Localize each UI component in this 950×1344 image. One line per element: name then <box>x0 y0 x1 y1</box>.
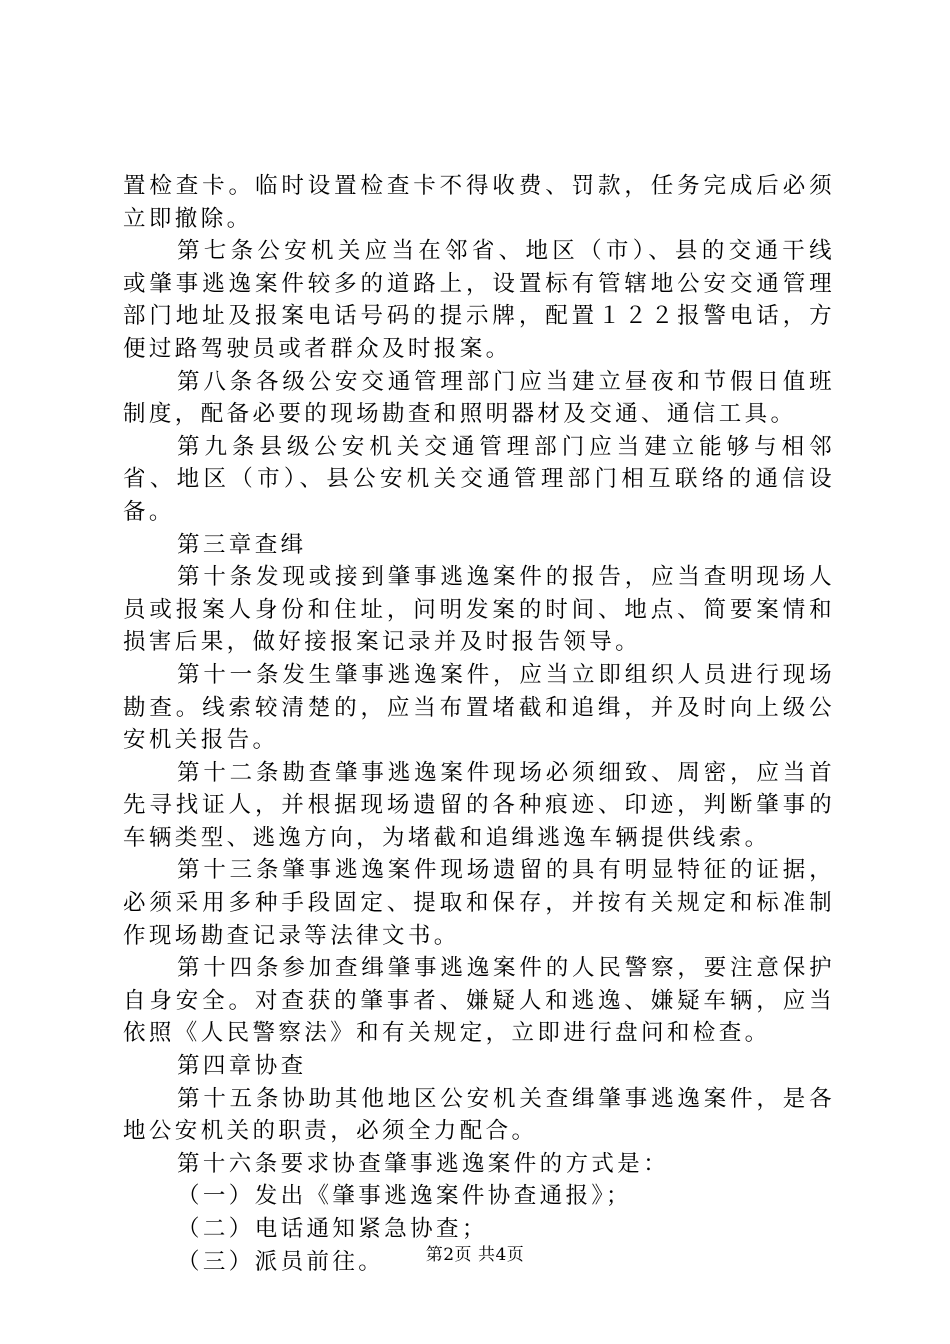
paragraph: 第十二条勘查肇事逃逸案件现场必须细致、周密，应当首先寻找证人，并根据现场遗留的各种痕迹、印迹，判断肇事的车辆类型、逃逸方向，为堵截和追缉逃逸车辆提供线索。 <box>123 759 835 851</box>
paragraph: 第七条公安机关应当在邻省、地区（市）、县的交通干线或肇事逃逸案件较多的道路上，设置标有管辖地公安交通管理部门地址及报案电话号码的提示牌，配置１２２报警电话，方便过路驾驶员或者群众及时报案。 <box>123 238 835 362</box>
page-footer: 第2页 共4页 <box>425 1245 525 1265</box>
paragraph: 第十六条要求协查肇事逃逸案件的方式是： <box>177 1150 670 1177</box>
paragraph: （二）电话通知紧急协查； <box>177 1216 488 1242</box>
paragraph: （一）发出《肇事逃逸案件协查通报》； <box>177 1183 632 1210</box>
paragraph: 第十三条肇事逃逸案件现场遗留的具有明显特征的证据，必须采用多种手段固定、提取和保存，并按有关规定和标准制作现场勘查记录等法律文书。 <box>123 857 835 949</box>
paragraph: 第十条发现或接到肇事逃逸案件的报告，应当查明现场人员或报案人身份和住址，问明发案的时间、地点、简要案情和损害后果，做好接报案记录并及时报告领导。 <box>123 564 835 656</box>
paragraph: （三）派员前往。 <box>177 1248 385 1275</box>
paragraph: 第四章协查 <box>177 1053 307 1080</box>
paragraph: 第十四条参加查缉肇事逃逸案件的人民警察，要注意保护自身安全。对查获的肇事者、嫌疑人和逃逸、嫌疑车辆，应当依照《人民警察法》和有关规定，立即进行盘问和检查。 <box>123 955 835 1047</box>
paragraph: 置检查卡。临时设置检查卡不得收费、罚款，任务完成后必须立即撤除。 <box>123 173 835 232</box>
paragraph: 第十五条协助其他地区公安机关查缉肇事逃逸案件，是各地公安机关的职责，必须全力配合。 <box>123 1085 835 1145</box>
paragraph: 第十一条发生肇事逃逸案件，应当立即组织人员进行现场勘查。线索较清楚的，应当布置堵截和追缉，并及时向上级公安机关报告。 <box>123 661 835 754</box>
paragraph: 第八条各级公安交通管理部门应当建立昼夜和节假日值班制度，配备必要的现场勘查和照明器材及交通、通信工具。 <box>123 368 835 428</box>
paragraph: 第九条县级公安机关交通管理部门应当建立能够与相邻省、地区（市）、县公安机关交通管理部门相互联络的通信设备。 <box>123 433 835 525</box>
paragraph: 第三章查缉 <box>177 531 307 558</box>
document-body <box>123 170 835 1278</box>
